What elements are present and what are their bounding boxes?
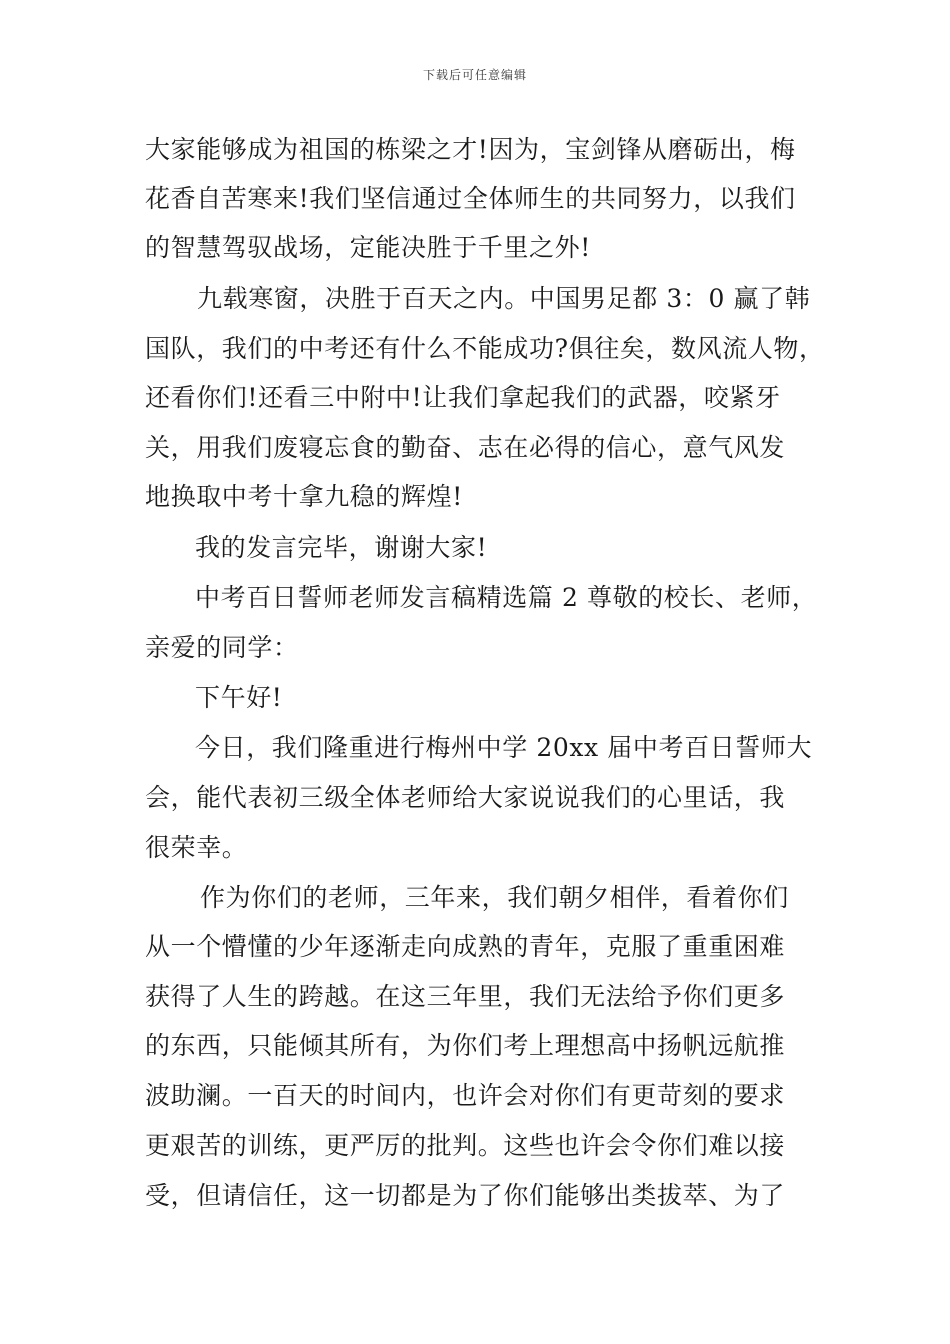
- text-line: 的智慧驾驭战场，定能决胜于千里之外!: [145, 233, 591, 262]
- text-line: 关，用我们废寝忘食的勤奋、志在必得的信心，意气风发: [145, 433, 786, 462]
- text-line: 亲爱的同学：: [145, 633, 299, 662]
- text-line: 从一个懵懂的少年逐渐走向成熟的青年，克服了重重困难: [145, 932, 786, 961]
- text-line: 还看你们!还看三中附中!让我们拿起我们的武器，咬紧牙: [145, 383, 781, 412]
- text-line: 很荣幸。: [145, 833, 248, 862]
- text-line: 获得了人生的跨越。在这三年里，我们无法给予你们更多: [145, 982, 786, 1011]
- text-line: 会，能代表初三级全体老师给大家说说我们的心里话，我: [145, 783, 786, 812]
- text-line: 地换取中考十拿九稳的辉煌!: [145, 482, 463, 511]
- paragraph-start-line: 今日，我们隆重进行梅州中学 20xx 届中考百日誓师大: [195, 733, 813, 762]
- text-line: 大家能够成为祖国的栋梁之才!因为，宝剑锋从磨砺出，梅: [145, 135, 796, 164]
- text-line: 更艰苦的训练，更严厉的批判。这些也许会令你们难以接: [145, 1131, 786, 1160]
- text-line: 受，但请信任，这一切都是为了你们能够出类拔萃、为了: [145, 1181, 786, 1210]
- paragraph-start-line: 作为你们的老师，三年来，我们朝夕相伴，看着你们: [200, 883, 789, 912]
- paragraph-start-line: 我的发言完毕，谢谢大家!: [195, 533, 488, 562]
- section-title-line: 中考百日誓师老师发言稿精选篇 2 尊敬的校长、老师，: [195, 583, 818, 612]
- greeting-line: 下午好!: [195, 683, 283, 712]
- text-line: 波助澜。一百天的时间内，也许会对你们有更苛刻的要求: [145, 1081, 786, 1110]
- text-line: 国队，我们的中考还有什么不能成功?俱往矣，数风流人物，: [145, 334, 825, 363]
- text-line: 的东西，只能倾其所有，为你们考上理想高中扬帆远航推: [145, 1031, 786, 1060]
- page-header: 下载后可任意编辑: [422, 68, 527, 82]
- text-line: 花香自苦寒来!我们坚信通过全体师生的共同努力，以我们: [145, 184, 796, 213]
- paragraph-start-line: 九载寒窗，决胜于百天之内。中国男足都 3：0 赢了韩: [197, 284, 811, 313]
